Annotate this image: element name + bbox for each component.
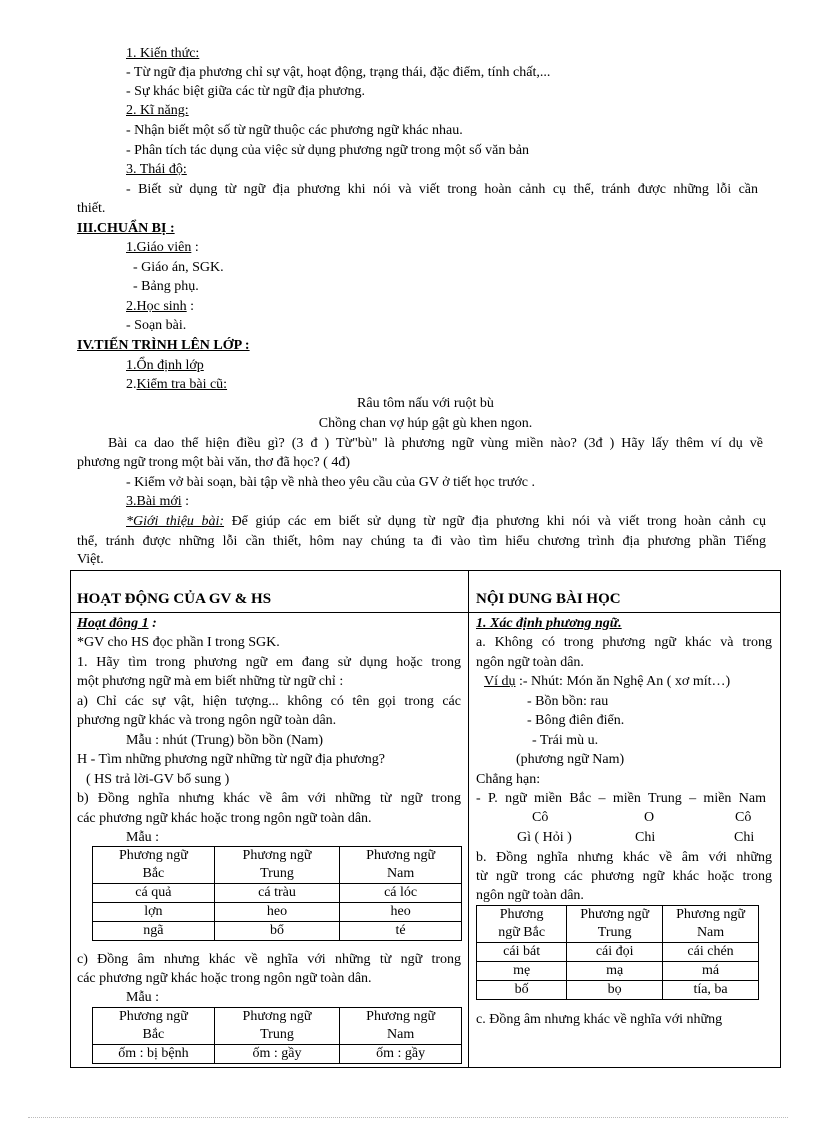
intro-text bbox=[126, 512, 766, 531]
intro-label: *Giới thiệu bài: bbox=[126, 514, 225, 529]
poem-line: Chồng chan vợ húp gật gù khen ngon. bbox=[318, 416, 533, 431]
table-cell: tía, ba bbox=[663, 981, 759, 1000]
table-cell: ốm : gầy bbox=[214, 1045, 339, 1064]
prep-heading: III.CHUẨN BỊ : bbox=[77, 221, 175, 236]
section-title: 1. Xác định phương ngữ. bbox=[476, 616, 622, 631]
table-header-cell: Phương ngữ Nam bbox=[340, 847, 462, 884]
teacher-heading bbox=[126, 238, 199, 257]
table-cell: bổ bbox=[214, 922, 339, 941]
teacher-heading-colon: : bbox=[191, 240, 199, 255]
knowledge-item: - Từ ngữ địa phương chỉ sự vật, hoạt động, trạng thái, đặc điểm, tính chất,... bbox=[126, 65, 551, 80]
table-cell: mạ bbox=[567, 962, 663, 981]
table-cell: lợn bbox=[93, 903, 215, 922]
question-text: Bài ca dao thể hiện điều gì? (3 đ ) Từ"bù" là phương ngữ vùng miền nào? (3đ ) Hãy lấy thêm ví dụ về bbox=[108, 436, 763, 451]
intro-text: Việt. bbox=[77, 552, 104, 567]
lesson-table-header-divider bbox=[70, 612, 781, 613]
right-line: b. Đồng nghĩa nhưng khác về âm với những bbox=[476, 850, 772, 865]
left-line: các phương ngữ khác hoặc trong ngôn ngữ toàn dân. bbox=[77, 811, 372, 826]
lesson-table-column-divider bbox=[468, 570, 469, 1068]
attitude-item: - Biết sử dụng từ ngữ địa phương khi nói và viết trong hoàn cảnh cụ thể, tránh được những lỗi cần bbox=[126, 182, 758, 197]
example-text: :- Nhút: Món ăn Nghệ An ( xơ mít…) bbox=[515, 674, 731, 689]
example-item: - Bồn bồn: rau bbox=[527, 694, 609, 709]
region-word: O bbox=[644, 810, 655, 825]
dialect-table-c bbox=[92, 1007, 462, 1064]
table-cell: té bbox=[340, 922, 462, 941]
question-text-cont: phương ngữ trong một bài văn, thơ đã học? ( 4đ) bbox=[77, 455, 350, 470]
table-cell: mẹ bbox=[477, 962, 567, 981]
table-row bbox=[93, 884, 462, 903]
dialect-table-b bbox=[92, 846, 462, 941]
region-word: Chi bbox=[734, 830, 755, 845]
table-header-cell: Phương ngữ Bắc bbox=[93, 1008, 215, 1045]
teacher-item: - Bảng phụ. bbox=[133, 279, 199, 294]
table-row bbox=[477, 962, 759, 981]
example-item: (phương ngữ Nam) bbox=[516, 752, 625, 767]
step-3-colon: : bbox=[181, 494, 190, 509]
table-cell: cá quả bbox=[93, 884, 215, 903]
regions-line: - P. ngữ miền Bắc – miền Trung – miền Nam bbox=[476, 791, 766, 806]
table-header-cell: Phương ngữ Trung bbox=[567, 906, 663, 943]
page-bottom-dotted-rule bbox=[28, 1117, 788, 1118]
sample-label: Mẫu : bbox=[126, 830, 160, 845]
col-header-content: NỘI DUNG BÀI HỌC bbox=[476, 591, 621, 607]
region-word: Gì ( Hỏi ) bbox=[517, 830, 572, 845]
step-2-number: 2. bbox=[126, 377, 137, 392]
table-cell: bố bbox=[477, 981, 567, 1000]
left-line: ( HS trả lời-GV bổ sung ) bbox=[86, 772, 230, 787]
skill-heading: 2. Kĩ năng: bbox=[126, 103, 189, 118]
table-cell: heo bbox=[340, 903, 462, 922]
left-line: c) Đồng âm nhưng khác về nghĩa với những từ ngữ trong bbox=[77, 952, 461, 967]
table-header-row bbox=[477, 906, 759, 943]
intro-text: thể, tránh được những lỗi cần thiết, hôm nay chúng ta đi vào tìm hiểu chương trình địa phương phần Tiếng bbox=[77, 534, 766, 549]
homework-check: - Kiểm vở bài soạn, bài tập về nhà theo yêu cầu của GV ở tiết học trước . bbox=[126, 475, 535, 490]
activity-heading-label: Hoạt đông 1 bbox=[77, 616, 149, 631]
left-line: phương ngữ khác và trong ngôn ngữ toàn dân. bbox=[77, 713, 337, 728]
skill-item: - Phân tích tác dụng của việc sử dụng phương ngữ trong một số văn bản bbox=[126, 143, 530, 158]
left-line: các phương ngữ khác hoặc trong ngôn ngữ toàn dân. bbox=[77, 971, 372, 986]
table-header-cell: Phương ngữ Trung bbox=[214, 847, 339, 884]
poem-line: Râu tôm nấu với ruột bù bbox=[357, 396, 494, 411]
left-line: 1. Hãy tìm trong phương ngữ em đang sử dụng hoặc trong bbox=[77, 655, 461, 670]
table-row bbox=[93, 1045, 462, 1064]
attitude-item-cont: thiết. bbox=[77, 201, 106, 216]
table-cell: má bbox=[663, 962, 759, 981]
region-word: Chi bbox=[635, 830, 656, 845]
knowledge-item: - Sự khác biệt giữa các từ ngữ địa phương. bbox=[126, 84, 365, 99]
table-row bbox=[93, 903, 462, 922]
dialect-table-right bbox=[476, 905, 759, 1000]
table-header-row bbox=[93, 847, 462, 884]
step-2 bbox=[126, 375, 227, 394]
table-header-cell: Phương ngữ Nam bbox=[340, 1008, 462, 1045]
teacher-item: - Giáo án, SGK. bbox=[133, 260, 224, 275]
left-line: *GV cho HS đọc phần I trong SGK. bbox=[77, 635, 280, 650]
left-line: a) Chỉ các sự vật, hiện tượng... không có tên gọi trong các bbox=[77, 694, 461, 709]
example-item: - Trái mù u. bbox=[532, 733, 599, 748]
table-cell: cá lóc bbox=[340, 884, 462, 903]
table-cell: cái đọi bbox=[567, 943, 663, 962]
left-line: H - Tìm những phương ngữ những từ ngữ địa phương? bbox=[77, 752, 385, 767]
right-line: a. Không có trong phương ngữ khác và trong bbox=[476, 635, 772, 650]
table-row bbox=[477, 943, 759, 962]
step-2-label: Kiểm tra bài cũ: bbox=[136, 377, 228, 392]
table-cell: ốm : gầy bbox=[340, 1045, 462, 1064]
intro-text-1: Để giúp các em biết sử dụng từ ngữ địa phương khi nói và viết trong hoàn cảnh cụ bbox=[224, 514, 767, 529]
left-line: Mẫu : nhút (Trung) bồn bồn (Nam) bbox=[126, 733, 324, 748]
student-heading-label: 2.Học sinh bbox=[126, 299, 187, 314]
col-header-activities: HOẠT ĐỘNG CỦA GV & HS bbox=[77, 591, 272, 607]
table-row bbox=[477, 981, 759, 1000]
activity-heading-colon: : bbox=[148, 616, 157, 631]
table-cell: cái chén bbox=[663, 943, 759, 962]
step-3-label: 3.Bài mới bbox=[126, 494, 182, 509]
right-line: ngôn ngữ toàn dân. bbox=[476, 888, 584, 903]
right-line: c. Đồng âm nhưng khác về nghĩa với những bbox=[476, 1012, 723, 1027]
table-header-row bbox=[93, 1008, 462, 1045]
attitude-heading: 3. Thái độ: bbox=[126, 162, 187, 177]
table-cell: cá tràu bbox=[214, 884, 339, 903]
student-heading bbox=[126, 297, 194, 316]
table-cell: ngã bbox=[93, 922, 215, 941]
activity-heading bbox=[77, 614, 157, 633]
region-word: Cô bbox=[532, 810, 549, 825]
table-cell: cái bát bbox=[477, 943, 567, 962]
table-cell: bọ bbox=[567, 981, 663, 1000]
table-row bbox=[93, 922, 462, 941]
left-line: b) Đồng nghĩa nhưng khác về âm với những từ ngữ trong bbox=[77, 791, 461, 806]
sample-label: Mẫu : bbox=[126, 990, 160, 1005]
step-1: 1.Ổn định lớp bbox=[126, 358, 204, 373]
left-line: một phương ngữ mà em biết những từ ngữ chỉ : bbox=[77, 674, 344, 689]
example-label: Ví dụ bbox=[484, 674, 516, 689]
table-cell: ốm : bị bệnh bbox=[93, 1045, 215, 1064]
region-word: Cô bbox=[735, 810, 752, 825]
table-cell: heo bbox=[214, 903, 339, 922]
table-header-cell: Phương ngữ Bắc bbox=[93, 847, 215, 884]
right-line: ngôn ngữ toàn dân. bbox=[476, 655, 584, 670]
table-header-cell: Phương ngữ Nam bbox=[663, 906, 759, 943]
student-item: - Soạn bài. bbox=[126, 318, 187, 333]
skill-item: - Nhận biết một số từ ngữ thuộc các phương ngữ khác nhau. bbox=[126, 123, 463, 138]
right-line: từ ngữ trong các phương ngữ khác hoặc trong bbox=[476, 869, 772, 884]
process-heading: IV.TIẾN TRÌNH LÊN LỚP : bbox=[77, 338, 250, 353]
table-header-cell: Phương ngữ Bắc bbox=[477, 906, 567, 943]
example-item: - Bông điên điển. bbox=[527, 713, 625, 728]
student-heading-colon: : bbox=[186, 299, 195, 314]
step-3 bbox=[126, 492, 189, 511]
right-line: Chẳng hạn: bbox=[476, 772, 541, 787]
example-line bbox=[484, 672, 730, 691]
teacher-heading-label: 1.Giáo viên bbox=[126, 240, 192, 255]
table-header-cell: Phương ngữ Trung bbox=[214, 1008, 339, 1045]
knowledge-heading: 1. Kiến thức: bbox=[126, 46, 200, 61]
